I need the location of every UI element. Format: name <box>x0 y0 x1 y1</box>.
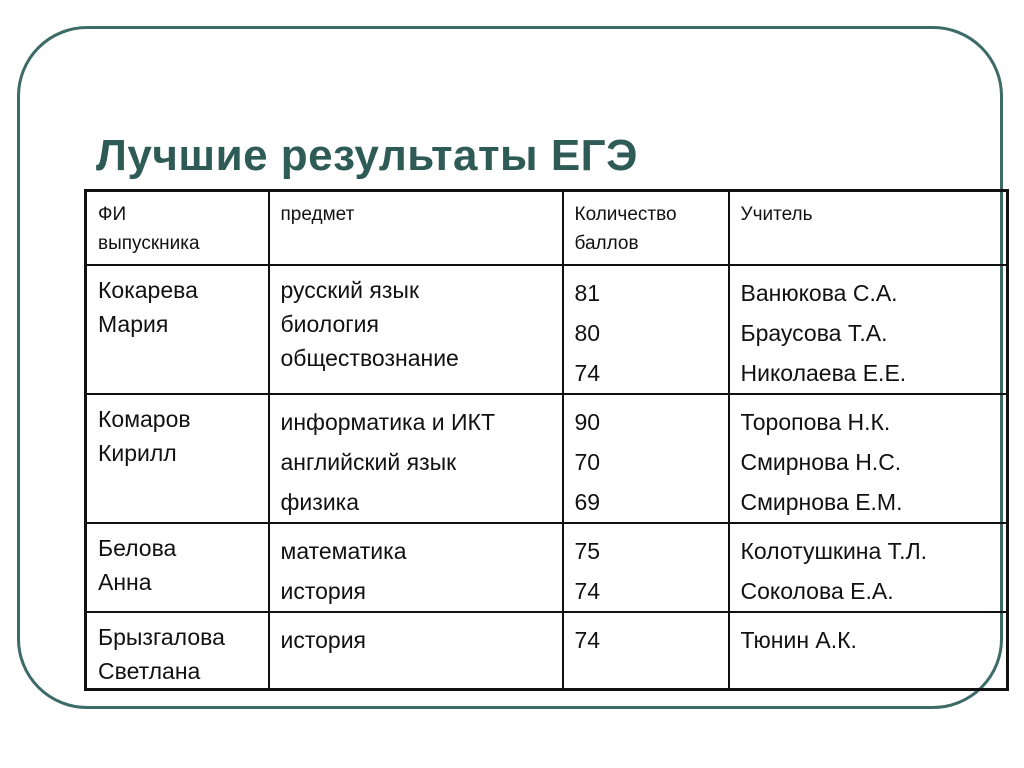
student-name: Брызгалова Светлана <box>86 612 269 690</box>
student-name: Комаров Кирилл <box>86 394 269 523</box>
table-row <box>86 523 1008 612</box>
table-row <box>86 394 1008 523</box>
header-name: ФИ выпускника <box>86 191 269 265</box>
header-subject: предмет <box>269 191 563 265</box>
student-name: Кокарева Мария <box>86 265 269 394</box>
table-row <box>86 265 1008 394</box>
subject-cell: русский язык биология обществознание <box>269 265 563 394</box>
teacher-cell: Ванюкова С.А. Браусова Т.А. Николаева Е.Е. <box>729 265 1008 394</box>
table-header-row <box>86 191 1008 265</box>
subject-cell: информатика и ИКТ английский язык физика <box>269 394 563 523</box>
subject-cell: история <box>269 612 563 690</box>
results-table <box>84 189 1009 691</box>
score-cell: 74 <box>563 612 729 690</box>
teacher-cell: Тюнин А.К. <box>729 612 1008 690</box>
table-row <box>86 612 1008 690</box>
header-teacher: Учитель <box>729 191 1008 265</box>
teacher-cell: Колотушкина Т.Л. Соколова Е.А. <box>729 523 1008 612</box>
score-cell: 90 70 69 <box>563 394 729 523</box>
subject-cell: математика история <box>269 523 563 612</box>
header-score: Количество баллов <box>563 191 729 265</box>
score-cell: 75 74 <box>563 523 729 612</box>
student-name: Белова Анна <box>86 523 269 612</box>
teacher-cell: Торопова Н.К. Смирнова Н.С. Смирнова Е.М. <box>729 394 1008 523</box>
score-cell: 81 80 74 <box>563 265 729 394</box>
slide-title: Лучшие результаты ЕГЭ <box>96 131 638 180</box>
